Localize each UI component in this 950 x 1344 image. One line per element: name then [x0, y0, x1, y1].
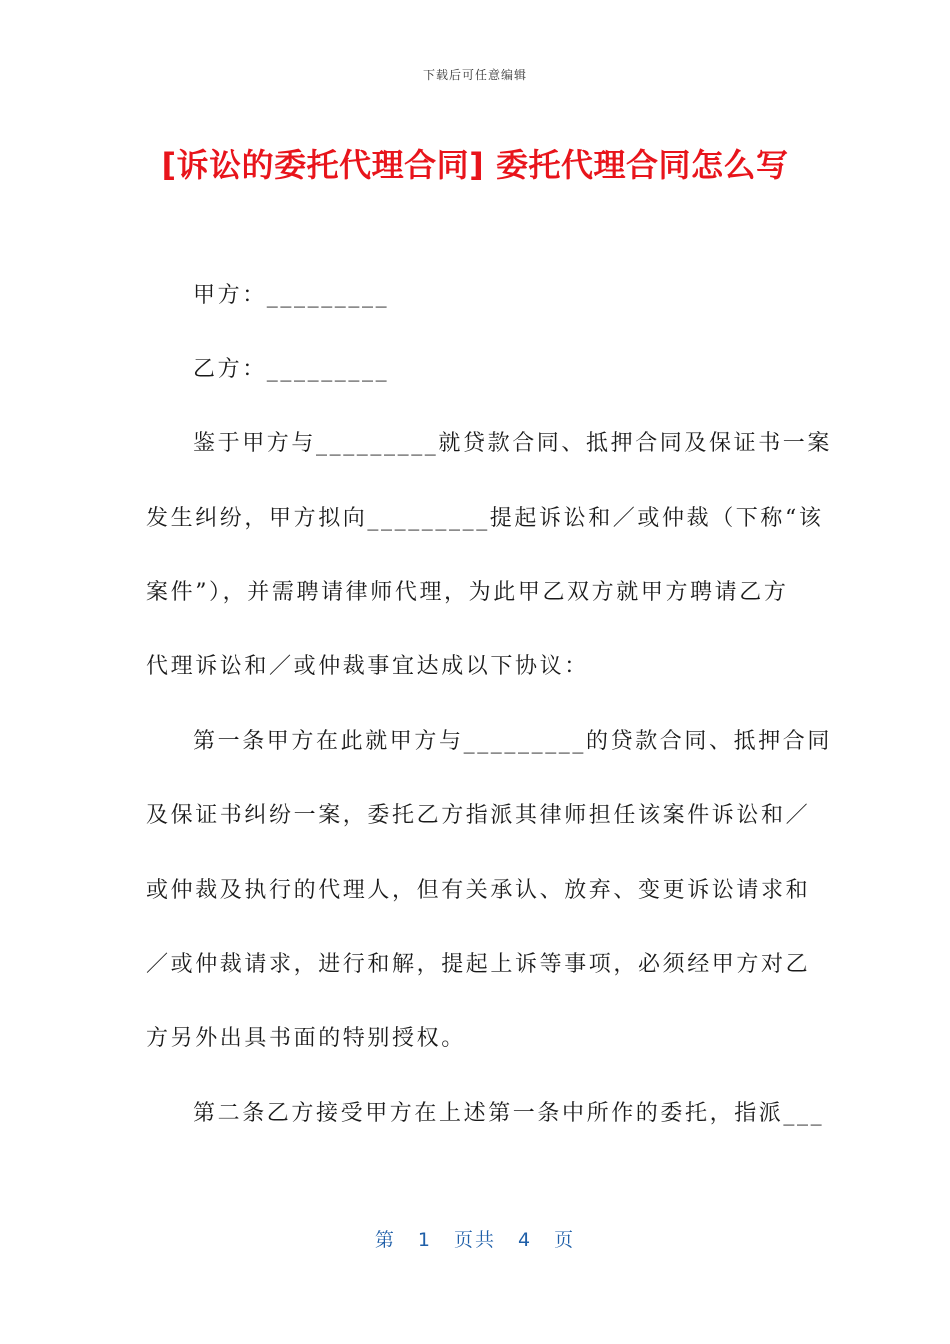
party-b-line: 乙方：_________	[193, 357, 390, 382]
footer-mid: 页共	[453, 1229, 496, 1251]
current-page-number: 1	[417, 1229, 432, 1251]
total-pages-number: 4	[518, 1229, 533, 1251]
document-title: [诉讼的委托代理合同] 委托代理合同怎么写	[161, 146, 789, 184]
party-a-line: 甲方：_________	[193, 283, 390, 308]
footer-suffix: 页	[554, 1229, 576, 1251]
header-note: 下载后可任意编辑	[422, 68, 527, 82]
preamble-line-2: 发生纠纷，甲方拟向_________提起诉讼和／或仲裁（下称“该	[146, 506, 824, 531]
page-footer	[0, 1225, 950, 1252]
article-2-line-1: 第二条乙方接受甲方在上述第一条中所作的委托，指派___	[193, 1101, 825, 1126]
article-1-line-5: 方另外出具书面的特别授权。	[146, 1026, 466, 1051]
article-1-line-2: 及保证书纠纷一案，委托乙方指派其律师担任该案件诉讼和／	[146, 803, 811, 828]
preamble-line-1: 鉴于甲方与_________就贷款合同、抵押合同及保证书一案	[193, 431, 833, 456]
article-1-line-3: 或仲裁及执行的代理人，但有关承认、放弃、变更诉讼请求和	[146, 878, 811, 903]
article-1-line-1: 第一条甲方在此就甲方与_________的贷款合同、抵押合同	[193, 729, 833, 754]
preamble-line-4: 代理诉讼和／或仲裁事宜达成以下协议：	[146, 654, 589, 679]
preamble-line-3: 案件”），并需聘请律师代理，为此甲乙双方就甲方聘请乙方	[146, 580, 789, 605]
footer-prefix: 第	[374, 1229, 396, 1251]
article-1-line-4: ／或仲裁请求，进行和解，提起上诉等事项，必须经甲方对乙	[146, 952, 811, 977]
